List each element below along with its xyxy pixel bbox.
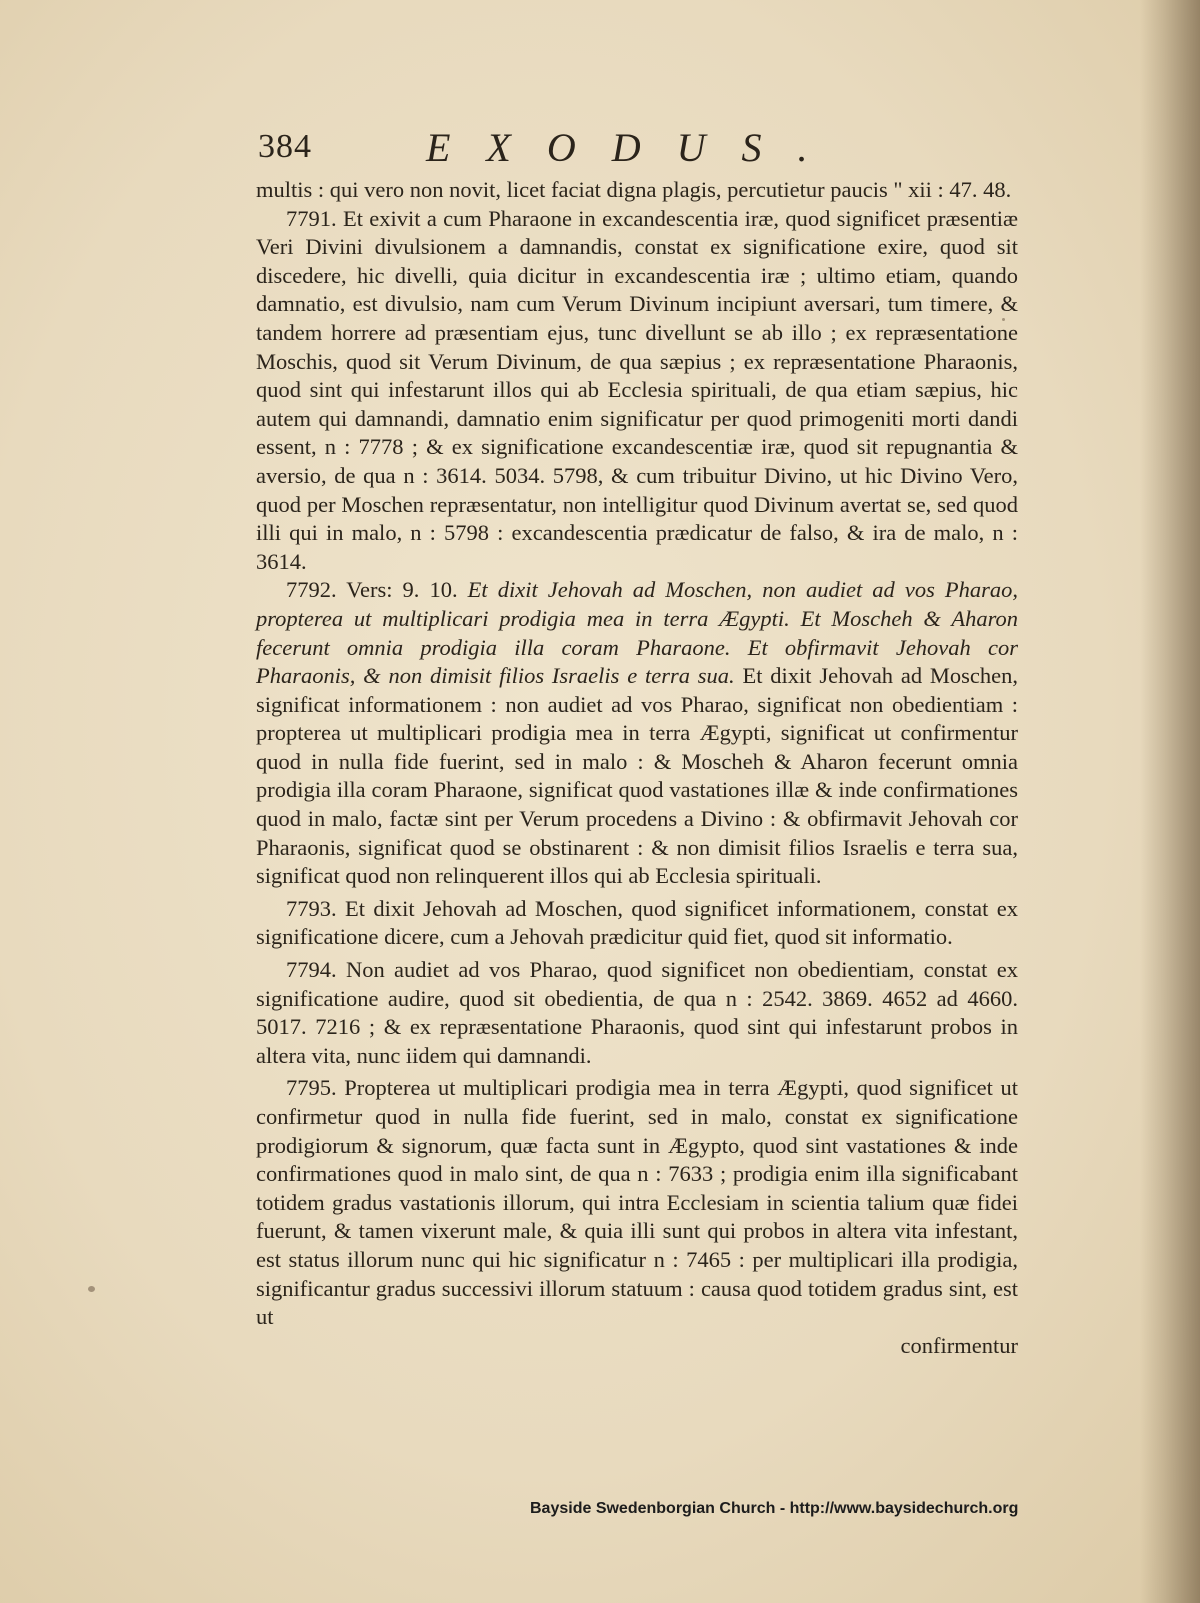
paragraph-7793: 7793. Et dixit Jehovah ad Moschen, quod significet informationem, constat ex significatione dicere, cum a Jehovah prædicitur quid fiet, quod sit informatio.: [256, 895, 1018, 950]
page-header: [258, 118, 1018, 178]
page-number: 384: [258, 128, 312, 165]
text-body: [256, 176, 1018, 1360]
running-title: EXODUS.: [426, 125, 844, 170]
paragraph-7792-exposition: Et dixit Jehovah ad Moschen, significat informationem : non audiet ad vos Pharao, significat non obedientiam : propterea ut multiplicari prodigia mea in terra Ægypti, significat ut confirmentur quod in nulla fide fuerint, sed in malo : & Moscheh & Aharon fecerunt omnia prodigia illa coram Pharaone, significat quod vastationes illæ & inde confirmationes quod in malo, factæ sint per Verum procedens a Divino : & obfirmavit Jehovah cor Pharaonis, significat quod se obstinarent : & non dimisit filios Israelis e terra sua, significat quod non relinquerent illos qui ab Ecclesia spirituali.: [256, 663, 1019, 889]
paragraph-7794: 7794. Non audiet ad vos Pharao, quod significet non obedientiam, constat ex significatione audire, quod sit obedientia, de qua n : 2542. 3869. 4652 ad 4660. 5017. 7216 ; & ex repræsentatione Pharaonis, quod sint qui infestarunt probos in altera vita, nunc iidem qui damnandi.: [256, 957, 1018, 1068]
footer-credit: Bayside Swedenborgian Church - http://www.baysidechurch.org: [530, 1500, 1019, 1517]
paragraph-7791: 7791. Et exivit a cum Pharaone in excandescentia iræ, quod significet præsentiæ Veri Divini divulsionem a damnandis, constat ex significatione exire, quod sit discedere, hic divelli, quia dicitur in excandescentia iræ ; ultimo etiam, quando damnatio, est divulsio, nam cum Verum Divinum incipiunt aversari, tum timere, & tandem horrere ad præsentiam ejus, tunc divellunt se ab illo ; ex repræsentatione Moschis, quod sit Verum Divinum, de qua sæpius ; ex repræsentatione Pharaonis, quod sint qui infestarunt illos qui ab Ecclesia spirituali, de qua etiam sæpius, hic autem qui damnandi, damnatio enim significatur per quod primogeniti morti dandi essent, n : 7778 ; & ex significatione excandescentiæ iræ, quod sit repugnantia & aversio, de qua n : 3614. 5034. 5798, & cum tribuitur Divino, ut hic Divino Vero, quod per Moschen repræsentatur, non intelligitur quod Divinum avertat se, sed quod illi qui in malo, n : 5798 : excandescentia prædicatur de falso, & ira de malo, n : 3614.: [256, 205, 1018, 574]
paragraph-7792-lead: 7792. Vers: 9. 10.: [286, 577, 458, 603]
ink-speck: [88, 1286, 95, 1292]
scripture-quotation: Et dixit Jehovah ad Moschen, non audiet ad vos Pharao, propterea ut multiplicari prodigia mea in terra Ægypti. Et Moscheh & Aharon fecerunt omnia prodigia illa coram Pharaone. Et obfirmavit Jehovah cor Pharaonis, & non dimisit filios Israelis e terra sua.: [256, 577, 1019, 689]
catchword: confirmentur: [900, 1332, 1018, 1358]
page-gutter-shadow: [1140, 0, 1200, 1603]
paragraph-7792: [256, 576, 1018, 891]
paragraph-7795: 7795. Propterea ut multiplicari prodigia mea in terra Ægypti, quod significet ut confirmetur quod in nulla fide fuerint, sed in malo, constat ex significatione prodigiorum & signorum, quæ facta sunt in Ægypto, quod sint vastationes & inde confirmationes quod in malo sint, de qua n : 7633 ; prodigia enim illa significabant totidem gradus vastationis illorum, qui intra Ecclesiam in scientia talium quæ fidei fuerunt, & tamen vixerunt male, & quia illi sunt qui probos in altera vita infestant, est status illorum nunc qui hic significatur n : 7465 : per multiplicari illa prodigia, significantur gradus successivi illorum statuum : causa quod totidem gradus sint, est ut: [256, 1075, 1018, 1330]
paragraph-continuation: multis : qui vero non novit, licet faciat digna plagis, percutietur paucis " xii : 47. 48.: [256, 177, 1012, 202]
